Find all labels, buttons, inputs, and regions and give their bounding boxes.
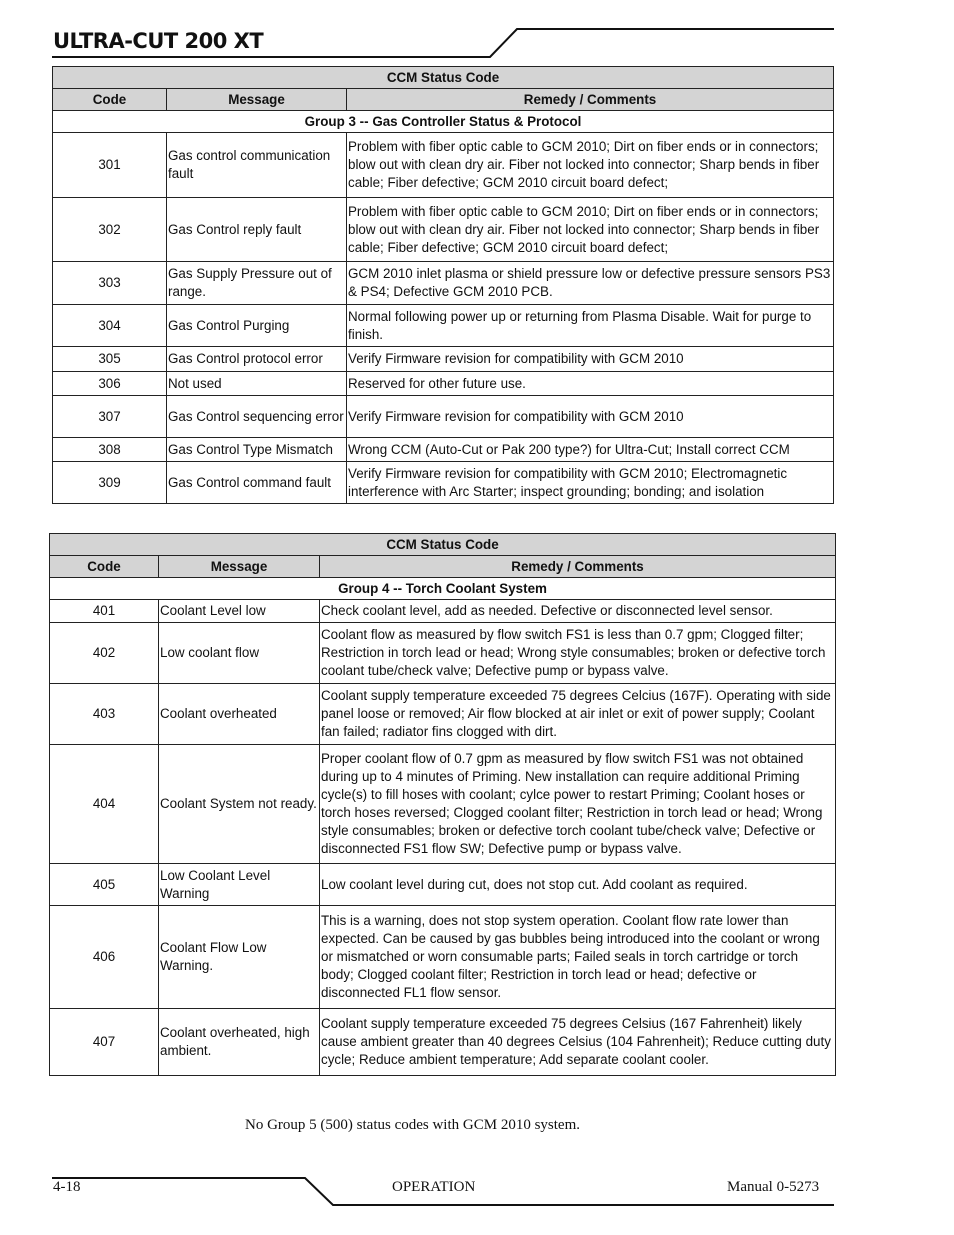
code-cell: 301 [53, 133, 167, 198]
message-cell: Gas Control protocol error [167, 347, 347, 372]
table-body [53, 133, 834, 504]
table-row [50, 1009, 836, 1076]
message-cell: Gas Control Purging [167, 305, 347, 347]
remedy-cell: Verify Firmware revision for compatibility with GCM 2010; Electromagnetic interference with Arc Starter; inspect grounding; bonding; and isolation [347, 462, 834, 504]
table-row [53, 262, 834, 305]
code-cell: 407 [50, 1009, 159, 1076]
group-5-note: No Group 5 (500) status codes with GCM 2010 system. [245, 1117, 580, 1133]
column-header-message: Message [159, 556, 320, 578]
message-cell: Coolant Flow Low Warning. [159, 906, 320, 1009]
code-cell: 304 [53, 305, 167, 347]
message-cell: Gas Control Type Mismatch [167, 438, 347, 462]
code-cell: 405 [50, 864, 159, 906]
group-heading: Group 3 -- Gas Controller Status & Protocol [53, 111, 834, 133]
remedy-cell: Wrong CCM (Auto-Cut or Pak 200 type?) for Ultra-Cut; Install correct CCM [347, 438, 834, 462]
table-row [53, 462, 834, 504]
table-row [53, 198, 834, 262]
message-cell: Coolant System not ready. [159, 745, 320, 864]
message-cell: Low Coolant Level Warning [159, 864, 320, 906]
table-row [50, 684, 836, 745]
code-cell: 404 [50, 745, 159, 864]
status-code-table-group-3 [52, 66, 834, 504]
remedy-cell: Reserved for other future use. [347, 372, 834, 396]
table-row [50, 600, 836, 623]
document-title: ULTRA-CUT 200 XT [53, 29, 264, 53]
remedy-cell: Coolant supply temperature exceeded 75 degrees Celsius (167 Fahrenheit) likely cause ambient greater than 40 degrees Celsius (104 Fahrenheit); Reduce cutting duty cycle; Reduce ambient temperature; Add separate coolant cooler. [320, 1009, 836, 1076]
code-cell: 406 [50, 906, 159, 1009]
section-name: OPERATION [392, 1179, 476, 1195]
column-header-code: Code [50, 556, 159, 578]
table-row [50, 745, 836, 864]
message-cell: Low coolant flow [159, 623, 320, 684]
remedy-cell: Verify Firmware revision for compatibility with GCM 2010 [347, 396, 834, 438]
table-row [53, 372, 834, 396]
code-cell: 303 [53, 262, 167, 305]
code-cell: 302 [53, 198, 167, 262]
table-row [53, 133, 834, 198]
message-cell: Gas Control reply fault [167, 198, 347, 262]
remedy-cell: Low coolant level during cut, does not stop cut. Add coolant as required. [320, 864, 836, 906]
manual-number: Manual 0-5273 [727, 1179, 820, 1195]
message-cell: Gas Control command fault [167, 462, 347, 504]
column-header-remedy: Remedy / Comments [347, 89, 834, 111]
code-cell: 402 [50, 623, 159, 684]
table-row [53, 347, 834, 372]
table-row [53, 438, 834, 462]
page-number: 4-18 [53, 1179, 81, 1195]
table-row [50, 623, 836, 684]
table-body [50, 600, 836, 1076]
code-cell: 307 [53, 396, 167, 438]
message-cell: Coolant overheated [159, 684, 320, 745]
table-row [53, 305, 834, 347]
code-cell: 306 [53, 372, 167, 396]
remedy-cell: Coolant supply temperature exceeded 75 degrees Celcius (167F). Operating with side panel loose or removed; Air flow blocked at air inlet or exit of power supply; Coolant fan failed; radiator fins clogged with dirt. [320, 684, 836, 745]
table-row [53, 396, 834, 438]
code-cell: 403 [50, 684, 159, 745]
remedy-cell: GCM 2010 inlet plasma or shield pressure low or defective pressure sensors PS3 & PS4; Defective GCM 2010 PCB. [347, 262, 834, 305]
remedy-cell: Check coolant level, add as needed. Defective or disconnected level sensor. [320, 600, 836, 623]
message-cell: Coolant overheated, high ambient. [159, 1009, 320, 1076]
group-heading: Group 4 -- Torch Coolant System [50, 578, 836, 600]
remedy-cell: Problem with fiber optic cable to GCM 2010; Dirt on fiber ends or in connectors; blow out with clean dry air. Fiber not locked into connector; Sharp bends in fiber cable; Fiber defective; GCM 2010 circuit board defect; [347, 198, 834, 262]
remedy-cell: Coolant flow as measured by flow switch FS1 is less than 0.7 gpm; Clogged filter; Restriction in torch lead or head; Wrong style consumables; broken or defective torch coolant tube/check valve; Defective pump or bypass valve. [320, 623, 836, 684]
table-row [50, 864, 836, 906]
table-title: CCM Status Code [53, 67, 834, 89]
message-cell: Not used [167, 372, 347, 396]
remedy-cell: Proper coolant flow of 0.7 gpm as measured by flow switch FS1 was not obtained during up to 4 minutes of Priming. New installation can require additional Priming cycle(s) to fill hoses with coolant; cylce power to restart Priming; Coolant hoses or torch hoses reversed; Clogged coolant filter; Restriction in torch lead or head; Wrong style consumables; broken or defective torch coolant tube/check valve; Defective or disconnected FS1 flow SW; Defective pump or bypass valve. [320, 745, 836, 864]
table-row [50, 906, 836, 1009]
message-cell: Coolant Level low [159, 600, 320, 623]
message-cell: Gas Supply Pressure out of range. [167, 262, 347, 305]
code-cell: 309 [53, 462, 167, 504]
remedy-cell: This is a warning, does not stop system operation. Coolant flow rate lower than expected. Can be caused by gas bubbles being introduced into the coolant or wrong or mismatched or worn consumable parts; Failed seals in torch cartridge or torch body; Clogged coolant filter; Restriction in torch lead or head; defective or disconnected FL1 flow sensor. [320, 906, 836, 1009]
status-code-table-group-4 [49, 533, 836, 1076]
table-title: CCM Status Code [50, 534, 836, 556]
remedy-cell: Problem with fiber optic cable to GCM 2010; Dirt on fiber ends or in connectors; blow out with clean dry air. Fiber not locked into connector; Sharp bends in fiber cable; Fiber defective; GCM 2010 circuit board defect; [347, 133, 834, 198]
code-cell: 401 [50, 600, 159, 623]
column-header-message: Message [167, 89, 347, 111]
code-cell: 308 [53, 438, 167, 462]
code-cell: 305 [53, 347, 167, 372]
remedy-cell: Verify Firmware revision for compatibility with GCM 2010 [347, 347, 834, 372]
remedy-cell: Normal following power up or returning from Plasma Disable. Wait for purge to finish. [347, 305, 834, 347]
message-cell: Gas control communication fault [167, 133, 347, 198]
column-header-code: Code [53, 89, 167, 111]
message-cell: Gas Control sequencing error [167, 396, 347, 438]
column-header-remedy: Remedy / Comments [320, 556, 836, 578]
